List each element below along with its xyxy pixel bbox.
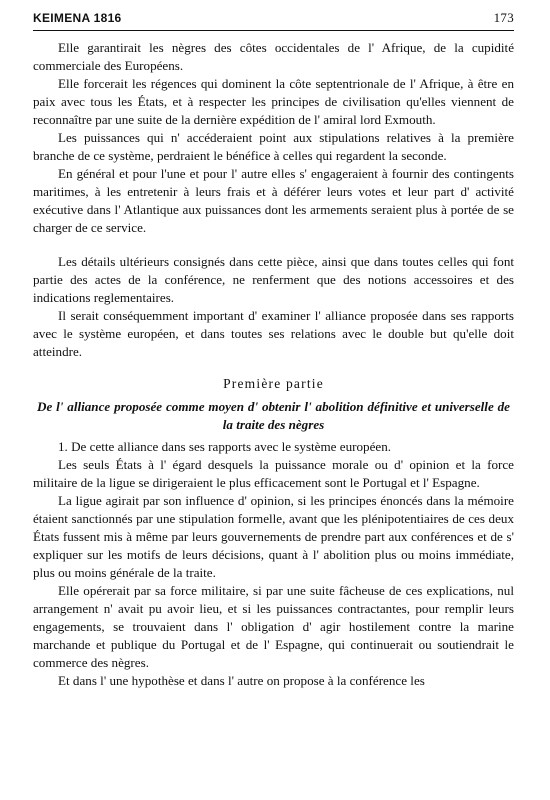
page-number: 173	[493, 10, 514, 25]
paragraph: La ligue agirait par son influence d' opinion, si les principes énoncés dans la mémoire étaient sanctionnés par une stipulation formelle, avant que les plénipotentiaires de ces deux États fussent mis à même par leurs gouvernements de prendre part aux conférences et de s' expliquer sur les motifs de leurs décisions, quant à l' abolition plus ou moins immédiate, plus ou moins générale de la traite.	[33, 493, 514, 580]
running-title: KEIMENA 1816	[33, 11, 122, 25]
paragraph: Les détails ultérieurs consignés dans cette pièce, ainsi que dans toutes celles qui font partie des actes de la conférence, ne renferment que des notions accessoires et des indications reglementaires.	[33, 254, 514, 305]
section-heading: De l' alliance proposée comme moyen d' obtenir l' abolition définitive et universelle de la traite des nègres	[37, 399, 510, 432]
paragraph: Les puissances qui n' accéderaient point aux stipulations relatives à la première branche de ce système, perdraient le bénéfice à celles qui regardent la seconde.	[33, 130, 514, 163]
paragraph: 1. De cette alliance dans ses rapports avec le système européen.	[58, 439, 392, 454]
paragraph: En général et pour l'une et pour l' autre elles s' engageraient à fournir des contingents maritimes, à les entretenir à leurs frais et à déférer leurs votes et leur part d' activité exécutive dans l' Atlantique aux puissances dont les armements seraient plus à portée de se charger de ce service.	[33, 166, 514, 235]
part-heading: Première partie	[223, 376, 324, 391]
paragraph: Les seuls États à l' égard desquels la puissance morale ou d' opinion et la force militaire de la ligue se dirigeraient le plus efficacement sont le Portugal et l' Espagne.	[33, 457, 514, 490]
paragraph: Elle forcerait les régences qui dominent la côte septentrionale de l' Afrique, à être en paix avec tous les États, et à respecter les principes de civilisation qu'elles viennent de reconnaître par une suite de la dernière expédition de l' amiral lord Exmouth.	[33, 76, 514, 127]
paragraph: Elle opérerait par sa force militaire, si par une suite fâcheuse de ces explications, nul arrangement n' avait pu avoir lieu, et si les puissances contractantes, pour remplir leurs engagements, se trouvaient dans l' obligation d' agir hostilement contre la marine marchande et publique du Portugal et de l' Espagne, qui continuerait ou soutiendrait le commerce des nègres.	[33, 583, 514, 670]
header-rule	[33, 30, 514, 31]
page-header	[33, 10, 514, 28]
spacer	[33, 361, 514, 375]
spacer	[33, 237, 514, 253]
paragraph: Il serait conséquemment important d' examiner l' alliance proposée dans ses rapports avec le système européen, et dans toutes ses relations avec le double but qu'elle doit atteindre.	[33, 308, 514, 359]
paragraph: Elle garantirait les nègres des côtes occidentales de l' Afrique, de la cupidité commerciale des Européens.	[33, 40, 514, 73]
paragraph: Et dans l' une hypothèse et dans l' autre on propose à la conférence les	[58, 673, 425, 688]
